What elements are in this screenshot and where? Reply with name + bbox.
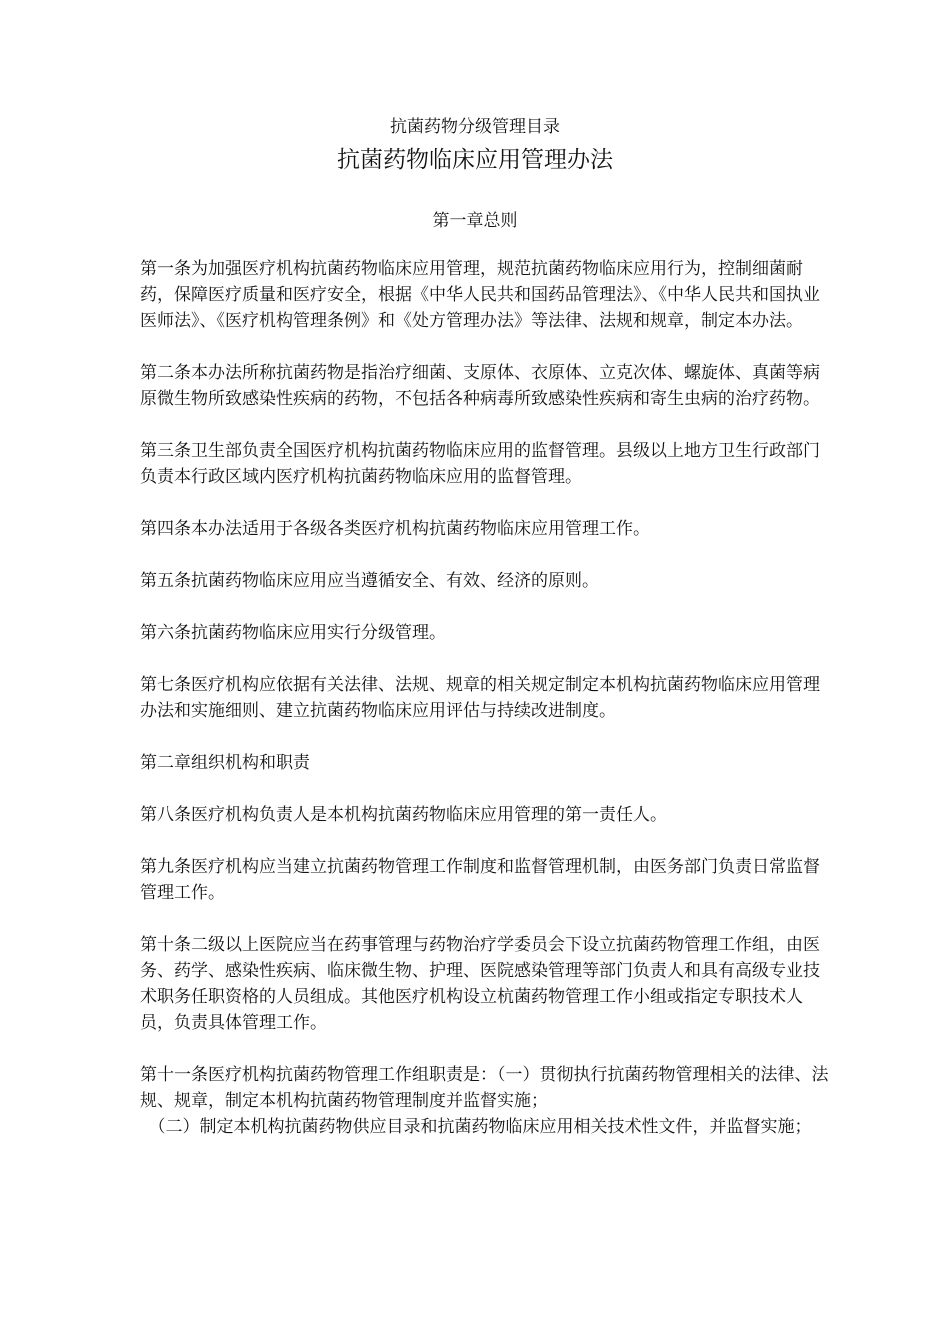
article-11: 第十一条医疗机构抗菌药物管理工作组职责是：（一）贯彻执行抗菌药物管理相关的法律、法规、规章，制定本机构抗菌药物管理制度并监督实施；: [140, 1065, 829, 1111]
document-header: [0, 115, 950, 177]
article-8: 第八条医疗机构负责人是本机构抗菌药物临床应用管理的第一责任人。: [140, 805, 667, 825]
article-4: 第四条本办法适用于各级各类医疗机构抗菌药物临床应用管理工作。: [140, 519, 650, 539]
article-6: 第六条抗菌药物临床应用实行分级管理。: [140, 623, 446, 643]
document-body: [140, 256, 830, 1140]
article-11-item-2: （二）制定本机构抗菌药物供应目录和抗菌药物临床应用相关技术性文件，并监督实施；: [148, 1117, 812, 1137]
article-3: 第三条卫生部负责全国医疗机构抗菌药物临床应用的监督管理。县级以上地方卫生行政部门负责本行政区域内医疗机构抗菌药物临床应用的监督管理。: [140, 441, 820, 487]
chapter-heading: 第一章总则: [432, 211, 518, 231]
document-title: 抗菌药物临床应用管理办法: [337, 147, 613, 173]
article-1: 第一条为加强医疗机构抗菌药物临床应用管理，规范抗菌药物临床应用行为，控制细菌耐药，保障医疗质量和医疗安全，根据《中华人民共和国药品管理法》、《中华人民共和国执业医师法》、《医疗机构管理条例》和《处方管理办法》等法律、法规和规章，制定本办法。: [140, 259, 820, 331]
article-10: 第十条二级以上医院应当在药事管理与药物治疗学委员会下设立抗菌药物管理工作组，由医务、药学、感染性疾病、临床微生物、护理、医院感染管理等部门负责人和具有高级专业技术职务任职资格的人员组成。其他医疗机构设立杭菌药物管理工作小组或指定专职技术人员，负责具体管理工作。: [140, 935, 820, 1033]
chapter-2-heading: 第二章组织机构和职责: [140, 753, 310, 773]
document-subtitle: 抗菌药物分级管理目录: [390, 117, 560, 137]
article-9: 第九条医疗机构应当建立抗菌药物管理工作制度和监督管理机制，由医务部门负责日常监督管理工作。: [140, 857, 820, 903]
article-2: 第二条本办法所称抗菌药物是指治疗细菌、支原体、衣原体、立克次体、螺旋体、真菌等病原微生物所致感染性疾病的药物，不包括各种病毒所致感染性疾病和寄生虫病的治疗药物。: [140, 363, 820, 409]
article-7: 第七条医疗机构应依据有关法律、法规、规章的相关规定制定本机构抗菌药物临床应用管理办法和实施细则、建立抗菌药物临床应用评估与持续改进制度。: [140, 675, 820, 721]
article-5: 第五条抗菌药物临床应用应当遵循安全、有效、经济的原则。: [140, 571, 599, 591]
